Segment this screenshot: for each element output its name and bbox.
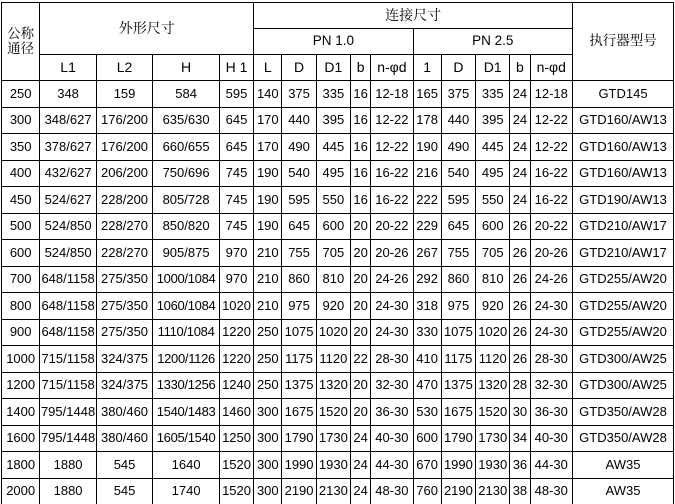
cell-d-pn10: 595 [282, 187, 316, 214]
cell-l2: 275/350 [96, 319, 152, 346]
cell-d-pn25: 860 [441, 266, 475, 293]
cell-d-pn10: 440 [282, 107, 316, 134]
valve-dimension-table [1, 2, 674, 504]
cell-nd-pn25: 32-30 [530, 372, 572, 399]
table-row [2, 266, 674, 293]
cell-d1-pn25: 1020 [476, 319, 510, 346]
cell-l-pn25: 670 [413, 452, 441, 479]
cell-nd-pn10: 40-30 [371, 425, 413, 452]
cell-l-pn25: 600 [413, 425, 441, 452]
cell-d1-pn25: 1120 [476, 346, 510, 373]
cell-d-pn10: 1790 [282, 425, 316, 452]
cell-nd-pn25: 12-18 [530, 81, 572, 108]
table-row [2, 478, 674, 504]
table-row [2, 107, 674, 134]
cell-nd-pn10: 28-30 [371, 346, 413, 373]
cell-d-pn10: 1990 [282, 452, 316, 479]
cell-l-pn25: 470 [413, 372, 441, 399]
cell-l-pn25: 165 [413, 81, 441, 108]
cell-l1: 524/850 [40, 213, 96, 240]
cell-l1: 795/1448 [40, 399, 96, 426]
cell-l1: 795/1448 [40, 425, 96, 452]
cell-d1-pn10: 600 [316, 213, 350, 240]
cell-b-pn25: 24 [510, 160, 530, 187]
header-col-b-pn10: b [351, 55, 371, 81]
cell-nd-pn10: 32-30 [371, 372, 413, 399]
cell-h: 1110/1084 [153, 319, 220, 346]
table-row [2, 213, 674, 240]
cell-l1: 524/627 [40, 187, 96, 214]
cell-nd-pn10: 48-30 [371, 478, 413, 504]
cell-h1: 1520 [219, 478, 253, 504]
header-col-l-pn10: L [254, 55, 282, 81]
cell-b-pn10: 22 [351, 346, 371, 373]
cell-h: 1540/1483 [153, 399, 220, 426]
cell-l-pn10: 300 [254, 478, 282, 504]
cell-d1-pn25: 335 [476, 81, 510, 108]
cell-l2: 545 [96, 478, 152, 504]
cell-d-pn25: 975 [441, 293, 475, 320]
cell-nominal-diameter: 1800 [2, 452, 40, 479]
cell-b-pn10: 24 [351, 452, 371, 479]
cell-nd-pn25: 16-22 [530, 187, 572, 214]
cell-d-pn25: 375 [441, 81, 475, 108]
cell-h1: 1460 [219, 399, 253, 426]
table-row [2, 425, 674, 452]
cell-actuator-model: GTD350/AW28 [573, 399, 674, 426]
cell-b-pn25: 24 [510, 107, 530, 134]
cell-l2: 176/200 [96, 107, 152, 134]
header-nominal-line1: 公称 [7, 26, 35, 42]
cell-nominal-diameter: 350 [2, 134, 40, 161]
cell-d1-pn25: 2130 [476, 478, 510, 504]
cell-d1-pn10: 395 [316, 107, 350, 134]
cell-l2: 159 [96, 81, 152, 108]
cell-h1: 1020 [219, 293, 253, 320]
cell-b-pn25: 24 [510, 187, 530, 214]
cell-actuator-model: GTD160/AW13 [573, 160, 674, 187]
cell-l2: 324/375 [96, 346, 152, 373]
cell-actuator-model: GTD300/AW25 [573, 372, 674, 399]
cell-nd-pn25: 16-22 [530, 160, 572, 187]
cell-h: 850/820 [153, 213, 220, 240]
cell-l1: 1880 [40, 478, 96, 504]
cell-nd-pn25: 24-30 [530, 319, 572, 346]
cell-nominal-diameter: 2000 [2, 478, 40, 504]
cell-d1-pn10: 810 [316, 266, 350, 293]
cell-d-pn10: 490 [282, 134, 316, 161]
cell-d1-pn10: 445 [316, 134, 350, 161]
cell-l-pn25: 410 [413, 346, 441, 373]
cell-b-pn10: 20 [351, 319, 371, 346]
cell-l2: 206/200 [96, 160, 152, 187]
cell-l1: 524/850 [40, 240, 96, 267]
cell-l-pn25: 222 [413, 187, 441, 214]
cell-d1-pn10: 335 [316, 81, 350, 108]
cell-actuator-model: GTD255/AW20 [573, 266, 674, 293]
cell-nd-pn10: 12-18 [371, 81, 413, 108]
cell-l-pn10: 210 [254, 240, 282, 267]
header-row-groups [2, 3, 674, 29]
cell-d-pn10: 1175 [282, 346, 316, 373]
cell-d1-pn10: 550 [316, 187, 350, 214]
cell-h: 635/630 [153, 107, 220, 134]
cell-l1: 648/1158 [40, 319, 96, 346]
cell-h: 1605/1540 [153, 425, 220, 452]
cell-h: 1000/1084 [153, 266, 220, 293]
header-col-d-pn25: D [441, 55, 475, 81]
cell-nominal-diameter: 1400 [2, 399, 40, 426]
cell-nd-pn10: 24-30 [371, 293, 413, 320]
cell-nominal-diameter: 900 [2, 319, 40, 346]
table-row [2, 134, 674, 161]
table-row [2, 372, 674, 399]
cell-b-pn10: 20 [351, 399, 371, 426]
cell-l-pn10: 140 [254, 81, 282, 108]
cell-d1-pn10: 495 [316, 160, 350, 187]
cell-b-pn10: 20 [351, 372, 371, 399]
cell-nominal-diameter: 1600 [2, 425, 40, 452]
cell-nominal-diameter: 500 [2, 213, 40, 240]
cell-b-pn25: 24 [510, 134, 530, 161]
cell-d1-pn25: 495 [476, 160, 510, 187]
table-row [2, 81, 674, 108]
cell-d1-pn25: 1520 [476, 399, 510, 426]
header-group-connection: 连接尺寸 [254, 3, 573, 29]
cell-actuator-model: GTD160/AW13 [573, 134, 674, 161]
cell-l1: 715/1158 [40, 346, 96, 373]
cell-d-pn10: 755 [282, 240, 316, 267]
cell-h1: 1240 [219, 372, 253, 399]
cell-b-pn25: 24 [510, 81, 530, 108]
cell-h: 1330/1256 [153, 372, 220, 399]
table-row [2, 346, 674, 373]
header-col-l2: L2 [96, 55, 152, 81]
header-col-nd-pn10: n-φd [371, 55, 413, 81]
table-row [2, 452, 674, 479]
table-row [2, 319, 674, 346]
cell-nominal-diameter: 700 [2, 266, 40, 293]
cell-h: 805/728 [153, 187, 220, 214]
cell-l1: 715/1158 [40, 372, 96, 399]
cell-h1: 1220 [219, 346, 253, 373]
cell-l2: 275/350 [96, 266, 152, 293]
cell-nd-pn25: 28-30 [530, 346, 572, 373]
cell-l2: 228/270 [96, 240, 152, 267]
cell-d-pn10: 375 [282, 81, 316, 108]
cell-b-pn10: 16 [351, 160, 371, 187]
cell-b-pn10: 24 [351, 478, 371, 504]
cell-d1-pn25: 550 [476, 187, 510, 214]
cell-d-pn25: 1375 [441, 372, 475, 399]
cell-l-pn25: 216 [413, 160, 441, 187]
cell-b-pn10: 20 [351, 240, 371, 267]
cell-d-pn10: 1075 [282, 319, 316, 346]
cell-d-pn10: 1375 [282, 372, 316, 399]
cell-b-pn25: 28 [510, 372, 530, 399]
cell-d1-pn25: 395 [476, 107, 510, 134]
cell-l-pn10: 300 [254, 425, 282, 452]
cell-h1: 745 [219, 213, 253, 240]
cell-h1: 1220 [219, 319, 253, 346]
cell-d-pn25: 1990 [441, 452, 475, 479]
cell-d1-pn25: 1320 [476, 372, 510, 399]
cell-h1: 970 [219, 240, 253, 267]
cell-actuator-model: GTD210/AW17 [573, 240, 674, 267]
cell-nd-pn25: 12-22 [530, 107, 572, 134]
cell-l-pn10: 170 [254, 107, 282, 134]
cell-d1-pn10: 1120 [316, 346, 350, 373]
cell-l-pn10: 210 [254, 293, 282, 320]
cell-h: 750/696 [153, 160, 220, 187]
cell-nominal-diameter: 600 [2, 240, 40, 267]
cell-d-pn25: 1790 [441, 425, 475, 452]
cell-l-pn25: 178 [413, 107, 441, 134]
cell-nd-pn10: 24-30 [371, 319, 413, 346]
cell-l-pn25: 267 [413, 240, 441, 267]
cell-nd-pn10: 20-26 [371, 240, 413, 267]
header-col-d1-pn25: D1 [476, 55, 510, 81]
cell-b-pn25: 26 [510, 293, 530, 320]
cell-d-pn10: 975 [282, 293, 316, 320]
cell-b-pn25: 26 [510, 346, 530, 373]
cell-d1-pn25: 445 [476, 134, 510, 161]
cell-h: 584 [153, 81, 220, 108]
cell-b-pn25: 30 [510, 399, 530, 426]
cell-nd-pn25: 24-26 [530, 266, 572, 293]
header-actuator-model: 执行器型号 [573, 3, 674, 81]
cell-d1-pn25: 810 [476, 266, 510, 293]
cell-nd-pn25: 12-22 [530, 134, 572, 161]
cell-d1-pn25: 1930 [476, 452, 510, 479]
cell-b-pn10: 24 [351, 425, 371, 452]
cell-nominal-diameter: 450 [2, 187, 40, 214]
cell-l1: 378/627 [40, 134, 96, 161]
cell-actuator-model: GTD190/AW13 [573, 187, 674, 214]
cell-l-pn10: 250 [254, 319, 282, 346]
cell-nd-pn10: 16-22 [371, 160, 413, 187]
cell-nominal-diameter: 400 [2, 160, 40, 187]
cell-actuator-model: AW35 [573, 452, 674, 479]
cell-d1-pn10: 1320 [316, 372, 350, 399]
cell-b-pn25: 34 [510, 425, 530, 452]
cell-l-pn10: 300 [254, 399, 282, 426]
cell-d1-pn25: 920 [476, 293, 510, 320]
cell-nd-pn10: 12-22 [371, 107, 413, 134]
cell-b-pn10: 16 [351, 107, 371, 134]
table-row [2, 240, 674, 267]
cell-b-pn10: 16 [351, 81, 371, 108]
cell-l-pn10: 190 [254, 187, 282, 214]
cell-l-pn25: 760 [413, 478, 441, 504]
cell-actuator-model: GTD210/AW17 [573, 213, 674, 240]
cell-l2: 275/350 [96, 293, 152, 320]
cell-h1: 645 [219, 107, 253, 134]
cell-nd-pn10: 16-22 [371, 187, 413, 214]
cell-b-pn25: 26 [510, 213, 530, 240]
cell-l-pn25: 292 [413, 266, 441, 293]
cell-h1: 595 [219, 81, 253, 108]
table-row [2, 399, 674, 426]
cell-d-pn25: 595 [441, 187, 475, 214]
cell-b-pn25: 36 [510, 452, 530, 479]
cell-nd-pn10: 24-26 [371, 266, 413, 293]
cell-nd-pn10: 44-30 [371, 452, 413, 479]
cell-h: 1640 [153, 452, 220, 479]
header-col-h1: H 1 [219, 55, 253, 81]
cell-actuator-model: GTD350/AW28 [573, 425, 674, 452]
table-row [2, 293, 674, 320]
cell-l2: 228/200 [96, 187, 152, 214]
cell-d-pn25: 2190 [441, 478, 475, 504]
cell-actuator-model: GTD255/AW20 [573, 319, 674, 346]
cell-d1-pn25: 600 [476, 213, 510, 240]
cell-actuator-model: GTD160/AW13 [573, 107, 674, 134]
cell-d-pn10: 2190 [282, 478, 316, 504]
cell-b-pn25: 26 [510, 319, 530, 346]
cell-nd-pn25: 40-30 [530, 425, 572, 452]
cell-d-pn10: 860 [282, 266, 316, 293]
cell-d-pn25: 645 [441, 213, 475, 240]
cell-nominal-diameter: 1200 [2, 372, 40, 399]
cell-l-pn10: 250 [254, 372, 282, 399]
cell-nd-pn25: 20-22 [530, 213, 572, 240]
header-col-d1-pn10: D1 [316, 55, 350, 81]
cell-d-pn10: 540 [282, 160, 316, 187]
cell-nd-pn25: 44-30 [530, 452, 572, 479]
cell-l1: 432/627 [40, 160, 96, 187]
cell-d1-pn10: 1020 [316, 319, 350, 346]
cell-b-pn25: 26 [510, 240, 530, 267]
cell-nd-pn25: 20-26 [530, 240, 572, 267]
header-group-pn25: PN 2.5 [413, 29, 572, 55]
cell-l1: 648/1158 [40, 266, 96, 293]
cell-l-pn25: 318 [413, 293, 441, 320]
cell-nominal-diameter: 1000 [2, 346, 40, 373]
cell-nd-pn25: 36-30 [530, 399, 572, 426]
cell-l-pn25: 229 [413, 213, 441, 240]
cell-d-pn25: 1675 [441, 399, 475, 426]
header-col-nd-pn25: n-φd [530, 55, 572, 81]
cell-nd-pn25: 48-30 [530, 478, 572, 504]
cell-l2: 176/200 [96, 134, 152, 161]
cell-l-pn25: 190 [413, 134, 441, 161]
cell-h: 1200/1126 [153, 346, 220, 373]
cell-l-pn10: 300 [254, 452, 282, 479]
cell-b-pn25: 26 [510, 266, 530, 293]
cell-d1-pn10: 705 [316, 240, 350, 267]
cell-d-pn25: 490 [441, 134, 475, 161]
cell-d-pn25: 440 [441, 107, 475, 134]
cell-actuator-model: AW35 [573, 478, 674, 504]
cell-h: 660/655 [153, 134, 220, 161]
cell-l-pn10: 210 [254, 266, 282, 293]
cell-l-pn25: 530 [413, 399, 441, 426]
cell-b-pn10: 20 [351, 213, 371, 240]
cell-l2: 380/460 [96, 425, 152, 452]
cell-l2: 228/270 [96, 213, 152, 240]
cell-h1: 645 [219, 134, 253, 161]
cell-h: 1740 [153, 478, 220, 504]
cell-b-pn10: 16 [351, 187, 371, 214]
cell-h: 905/875 [153, 240, 220, 267]
cell-l1: 1880 [40, 452, 96, 479]
cell-d1-pn10: 1930 [316, 452, 350, 479]
header-group-outline: 外形尺寸 [40, 3, 254, 55]
cell-h1: 1520 [219, 452, 253, 479]
header-group-pn10: PN 1.0 [254, 29, 413, 55]
cell-l-pn10: 170 [254, 134, 282, 161]
table-header [2, 3, 674, 81]
header-nominal-line2: 通径 [7, 40, 35, 56]
cell-actuator-model: GTD300/AW25 [573, 346, 674, 373]
table-row [2, 187, 674, 214]
cell-d-pn10: 1675 [282, 399, 316, 426]
cell-d1-pn25: 1730 [476, 425, 510, 452]
cell-l-pn10: 190 [254, 160, 282, 187]
table-body [2, 81, 674, 504]
cell-h1: 1250 [219, 425, 253, 452]
cell-l1: 648/1158 [40, 293, 96, 320]
cell-d1-pn10: 920 [316, 293, 350, 320]
cell-l-pn10: 190 [254, 213, 282, 240]
header-col-d-pn10: D [282, 55, 316, 81]
cell-nominal-diameter: 300 [2, 107, 40, 134]
cell-d-pn25: 1175 [441, 346, 475, 373]
cell-nominal-diameter: 800 [2, 293, 40, 320]
cell-nd-pn10: 12-22 [371, 134, 413, 161]
cell-nd-pn10: 36-30 [371, 399, 413, 426]
cell-actuator-model: GTD255/AW20 [573, 293, 674, 320]
cell-l1: 348/627 [40, 107, 96, 134]
cell-d-pn25: 755 [441, 240, 475, 267]
cell-h1: 745 [219, 160, 253, 187]
cell-nominal-diameter: 250 [2, 81, 40, 108]
cell-d-pn25: 540 [441, 160, 475, 187]
cell-nd-pn25: 24-30 [530, 293, 572, 320]
header-col-b-pn25: b [510, 55, 530, 81]
cell-b-pn10: 20 [351, 293, 371, 320]
cell-d1-pn10: 2130 [316, 478, 350, 504]
cell-b-pn10: 20 [351, 266, 371, 293]
cell-actuator-model: GTD145 [573, 81, 674, 108]
header-nominal-diameter [2, 3, 40, 81]
cell-l-pn10: 250 [254, 346, 282, 373]
cell-l-pn25: 330 [413, 319, 441, 346]
cell-d-pn10: 645 [282, 213, 316, 240]
cell-nd-pn10: 20-22 [371, 213, 413, 240]
cell-l2: 324/375 [96, 372, 152, 399]
table-row [2, 160, 674, 187]
cell-h: 1060/1084 [153, 293, 220, 320]
cell-h1: 745 [219, 187, 253, 214]
cell-d1-pn10: 1520 [316, 399, 350, 426]
header-col-h: H [153, 55, 220, 81]
cell-b-pn25: 38 [510, 478, 530, 504]
cell-d-pn25: 1075 [441, 319, 475, 346]
cell-l1: 348 [40, 81, 96, 108]
cell-d1-pn10: 1730 [316, 425, 350, 452]
cell-b-pn10: 16 [351, 134, 371, 161]
header-col-l1: L1 [40, 55, 96, 81]
header-col-l-pn25: 1 [413, 55, 441, 81]
cell-l2: 380/460 [96, 399, 152, 426]
cell-h1: 970 [219, 266, 253, 293]
cell-d1-pn25: 705 [476, 240, 510, 267]
cell-l2: 545 [96, 452, 152, 479]
